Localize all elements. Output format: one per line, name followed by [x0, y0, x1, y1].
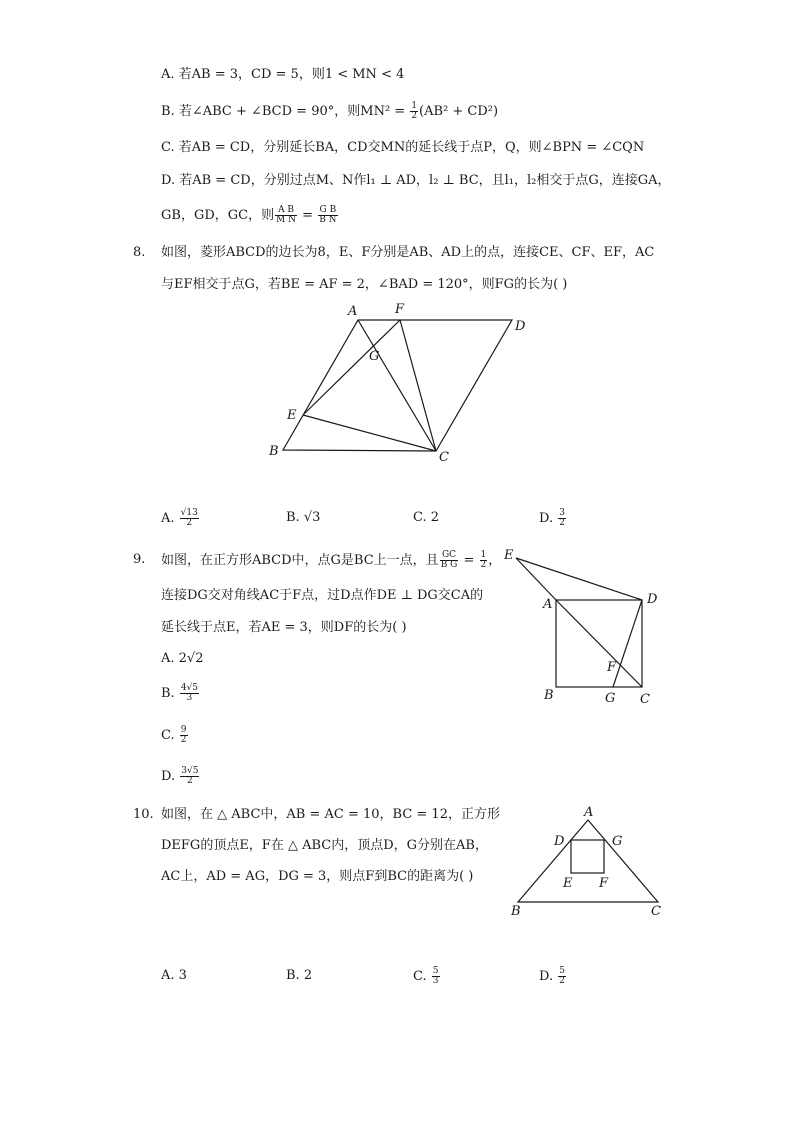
q8-option-a — [161, 509, 200, 528]
q9-option-d-fraction — [180, 767, 199, 786]
q7-option-a: A. 若AB = 3，CD = 5，则1 < MN < 4 — [161, 67, 405, 82]
fraction-numerator: 3√5 — [181, 766, 199, 776]
label-f: F — [395, 302, 405, 317]
q7-option-d-fraction-1 — [275, 206, 297, 225]
fraction-numerator: 4√5 — [180, 683, 199, 693]
label-f: F — [599, 876, 609, 891]
option-label: A. — [161, 511, 175, 526]
q9-option-c-fraction — [180, 726, 188, 745]
comma: ， — [488, 553, 502, 568]
q7-option-b-text: B. 若∠ABC + ∠BCD = 90°，则MN² = — [161, 104, 410, 119]
option-label: D. — [539, 511, 554, 526]
q7-option-d-fraction-2 — [318, 206, 337, 225]
option-label: D. — [539, 969, 554, 984]
q7-option-d-line1: D. 若AB = CD，分别过点M、N作l₁ ⊥ AD，l₂ ⊥ BC，且l₁，l₂相交于点G，连接GA， — [161, 173, 671, 188]
q9-option-c — [161, 726, 189, 745]
fraction-denominator: 2 — [480, 560, 487, 570]
label-e: E — [563, 876, 573, 891]
label-e: E — [287, 408, 297, 423]
segment-dg — [613, 600, 642, 687]
q9-stem-line2: 连接DG交对角线AC于F点，过D点作DE ⊥ DG交CA的 — [161, 588, 484, 603]
fraction-numerator: GC — [440, 551, 459, 561]
fraction-denominator: B N — [319, 215, 337, 225]
q9-stem-line1 — [161, 551, 501, 570]
q8-option-a-fraction — [180, 509, 199, 528]
fraction-numerator: 5 — [432, 966, 439, 976]
q8-rhombus-figure — [262, 298, 536, 468]
q8-option-d — [539, 509, 567, 528]
option-label: D. — [161, 769, 176, 784]
q10-option-c — [413, 967, 441, 986]
label-b: B — [544, 688, 554, 703]
q9-option-d — [161, 767, 200, 786]
fraction-denominator: 2 — [411, 111, 418, 121]
label-d: D — [554, 834, 565, 849]
q7-option-d-line2 — [161, 206, 339, 225]
q7-option-b-fraction — [410, 102, 418, 121]
q10-triangle-figure — [503, 803, 673, 921]
segment-ac — [358, 320, 436, 451]
fraction-denominator: 2 — [186, 776, 193, 786]
q9-option-b — [161, 684, 200, 703]
equals-sign: = — [298, 208, 318, 223]
q10-option-d — [539, 967, 567, 986]
label-c: C — [651, 904, 661, 919]
fraction-denominator: 2 — [180, 735, 187, 745]
fraction-numerator: 9 — [180, 725, 187, 735]
fraction-denominator: B G — [440, 560, 458, 570]
triangle-abc — [518, 820, 658, 902]
q10-stem-line1: 如图，在 △ ABC中，AB = AC = 10，BC = 12，正方形 — [161, 807, 500, 822]
q10-option-a: A. 3 — [161, 968, 187, 983]
q9-option-a: A. 2√2 — [161, 651, 204, 666]
q8-option-c: C. 2 — [413, 510, 440, 525]
q10-option-d-fraction — [558, 967, 566, 986]
q9-stem-text: 如图，在正方形ABCD中，点G是BC上一点，且 — [161, 553, 439, 568]
q8-number: 8. — [133, 245, 146, 260]
q10-number: 10. — [133, 807, 154, 822]
square-defg — [571, 840, 604, 873]
label-c: C — [640, 692, 650, 707]
label-d: D — [647, 592, 658, 607]
option-label: C. — [413, 969, 427, 984]
q9-square-figure — [500, 543, 670, 708]
segment-ef — [303, 320, 400, 415]
q7-option-b — [161, 102, 498, 121]
fraction-denominator: 3 — [432, 976, 439, 986]
label-a: A — [584, 805, 594, 820]
label-c: C — [439, 450, 449, 465]
label-a: A — [348, 304, 358, 319]
q10-stem-line3: AC上，AD = AG，DG = 3，则点F到BC的距离为( ) — [161, 869, 474, 884]
q7-option-b-text-end: (AB² + CD²) — [419, 104, 499, 119]
option-label: C. — [161, 728, 175, 743]
option-label: B. — [161, 686, 175, 701]
q8-stem-line2: 与EF相交于点G，若BE = AF = 2，∠BAD = 120°，则FG的长为( ) — [161, 277, 568, 292]
fraction-numerator: 1 — [480, 550, 487, 560]
fraction-denominator: 2 — [559, 518, 565, 528]
q9-stem-fraction-1 — [440, 551, 459, 570]
fraction-denominator: M N — [276, 215, 297, 225]
segment-ed — [516, 558, 642, 600]
q9-number: 9. — [133, 552, 146, 567]
fraction-numerator: √13 — [180, 508, 198, 518]
diagonal-ac — [556, 600, 642, 687]
equals-sign: = — [459, 553, 479, 568]
label-b: B — [511, 904, 521, 919]
label-g: G — [612, 834, 623, 849]
q10-option-c-fraction — [432, 967, 440, 986]
label-g: G — [605, 691, 616, 706]
q10-option-b: B. 2 — [286, 968, 313, 983]
fraction-numerator: A B — [275, 206, 297, 216]
q9-stem-line3: 延长线于点E，若AE = 3，则DF的长为( ) — [161, 620, 407, 635]
fraction-numerator: 1 — [411, 101, 418, 111]
fraction-numerator: 3 — [559, 508, 565, 518]
q8-option-d-fraction — [558, 509, 566, 528]
fraction-denominator: 2 — [186, 518, 193, 528]
label-g: G — [369, 349, 380, 364]
label-f: F — [607, 660, 617, 675]
segment-fc — [400, 320, 436, 451]
label-a: A — [543, 597, 553, 612]
label-d: D — [515, 319, 526, 334]
q8-stem-line1: 如图，菱形ABCD的边长为8，E、F分别是AB、AD上的点，连接CE、CF、EF，AC — [161, 245, 655, 260]
q7-option-c: C. 若AB = CD，分别延长BA，CD交MN的延长线于点P，Q，则∠BPN = ∠CQN — [161, 140, 645, 155]
fraction-numerator: 5 — [559, 966, 565, 976]
label-b: B — [269, 444, 279, 459]
segment-ec — [303, 415, 436, 451]
q10-stem-line2: DEFG的顶点E，F在 △ ABC内，顶点D，G分别在AB， — [161, 838, 488, 853]
fraction-denominator: 3 — [186, 693, 193, 703]
label-e: E — [504, 548, 514, 563]
q8-option-b: B. √3 — [286, 510, 321, 525]
fraction-numerator: G B — [319, 205, 337, 215]
fraction-denominator: 2 — [559, 976, 565, 986]
q9-stem-fraction-2 — [480, 551, 488, 570]
q9-option-b-fraction — [180, 684, 199, 703]
q7-option-d-text: GB，GD，GC，则 — [161, 208, 275, 223]
